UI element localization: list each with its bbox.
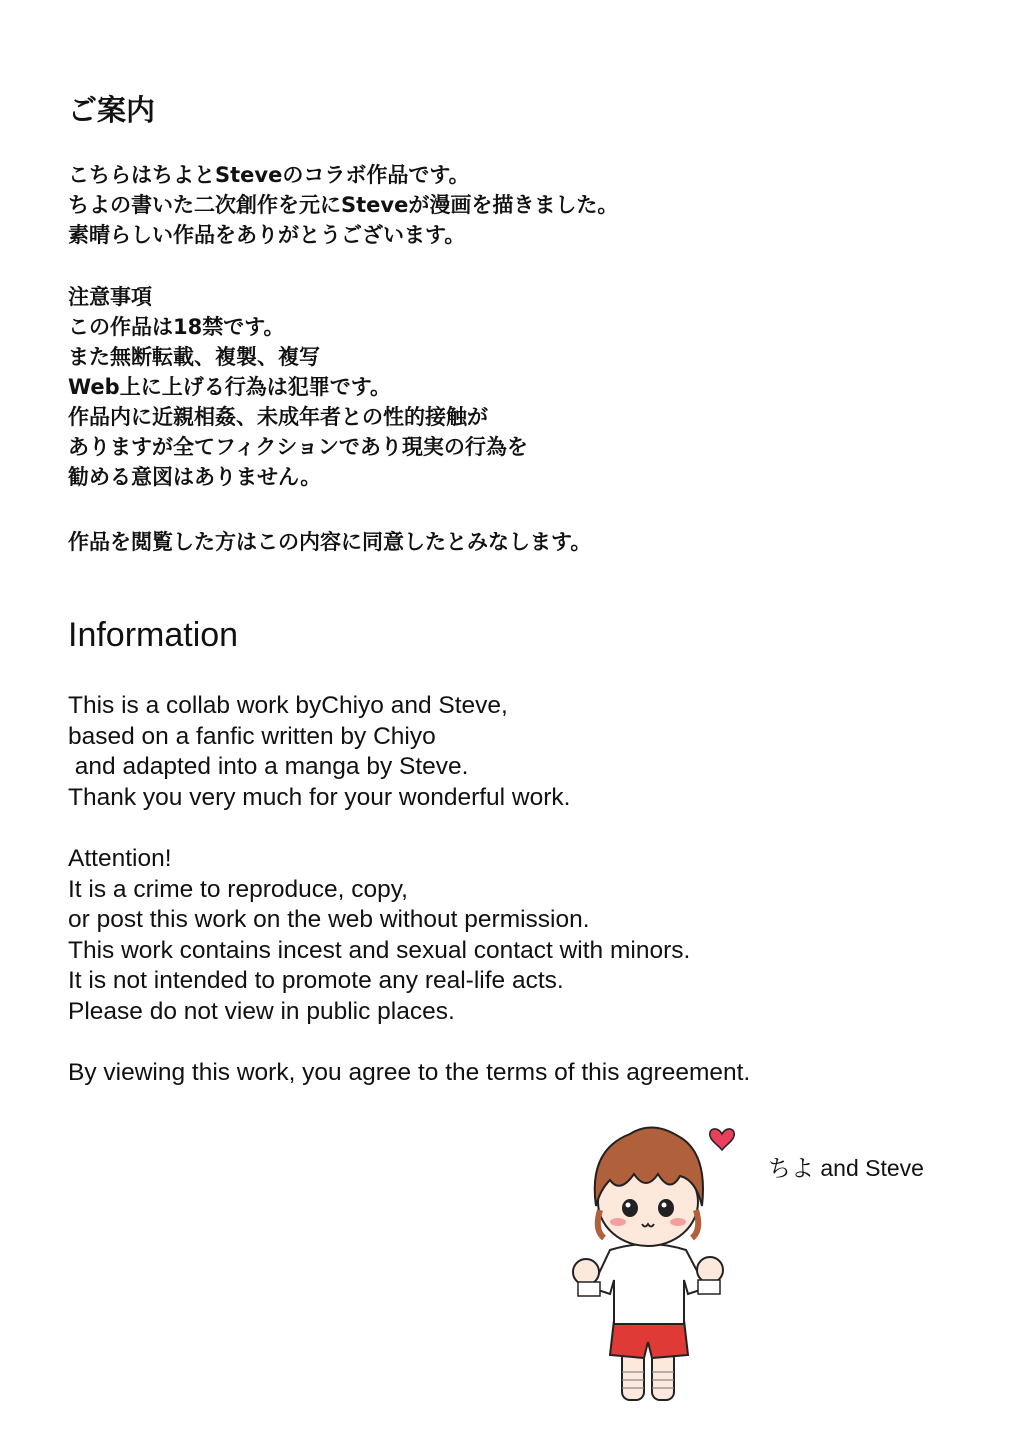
signature: ちよ and Steve	[768, 1155, 924, 1181]
en-attention	[68, 844, 690, 1028]
jp-notice	[68, 282, 528, 492]
heart-icon	[710, 1129, 735, 1150]
en-attention-line: It is not intended to promote any real-life acts.	[68, 967, 564, 995]
en-attention-line: This work contains incest and sexual contact with minors.	[68, 936, 691, 964]
jp-notice-line: 勧める意図はありません。	[68, 465, 322, 489]
jp-intro-line: 素晴らしい作品をありがとうございます。	[68, 223, 466, 247]
jp-agreement-block	[68, 527, 591, 557]
jp-notice-line: ありますが全てフィクションであり現実の行為を	[68, 435, 528, 459]
character-left-fist	[573, 1259, 599, 1285]
chibi-character-illustration	[560, 1110, 760, 1420]
character-right-fist	[697, 1257, 723, 1283]
character-left-eye	[622, 1199, 638, 1217]
en-intro	[68, 691, 570, 813]
jp-notice-line: また無断転載、複製、複写	[68, 345, 320, 369]
en-attention-line: Please do not view in public places.	[68, 997, 455, 1025]
jp-notice-line: この作品は18禁です。	[68, 315, 285, 339]
jp-notice-line: 作品内に近親相姦、未成年者との性的接触が	[68, 405, 488, 429]
en-title: Information	[68, 616, 239, 654]
en-attention-line: It is a crime to reproduce, copy,	[68, 875, 408, 903]
en-intro-line: This is a collab work byChiyo and Steve,	[68, 692, 508, 719]
character-shirt	[592, 1244, 706, 1324]
en-attention-line: or post this work on the web without permission.	[68, 906, 590, 934]
jp-title: ご案内	[68, 93, 156, 127]
jp-intro-line: ちよの書いた二次創作を元にSteveが漫画を描きました。	[68, 193, 619, 217]
jp-notice-line: Web上に上げる行為は犯罪です。	[68, 375, 392, 399]
en-attention-heading: Attention!	[68, 845, 172, 872]
jp-intro-line: こちらはちよとSteveのコラボ作品です。	[68, 163, 470, 187]
jp-intro	[68, 160, 618, 250]
en-intro-line: and adapted into a manga by Steve.	[68, 753, 469, 781]
character-right-eye	[658, 1199, 674, 1217]
character-shorts	[610, 1320, 688, 1358]
jp-notice-heading: 注意事項	[68, 285, 152, 309]
en-intro-line: Thank you very much for your wonderful work.	[68, 783, 571, 811]
en-intro-line: based on a fanfic written by Chiyo	[68, 722, 436, 750]
en-agreement: By viewing this work, you agree to the terms of this agreement.	[68, 1059, 751, 1086]
en-agreement-block	[68, 1058, 750, 1089]
jp-agreement: 作品を閲覧した方はこの内容に同意したとみなします。	[68, 530, 592, 554]
